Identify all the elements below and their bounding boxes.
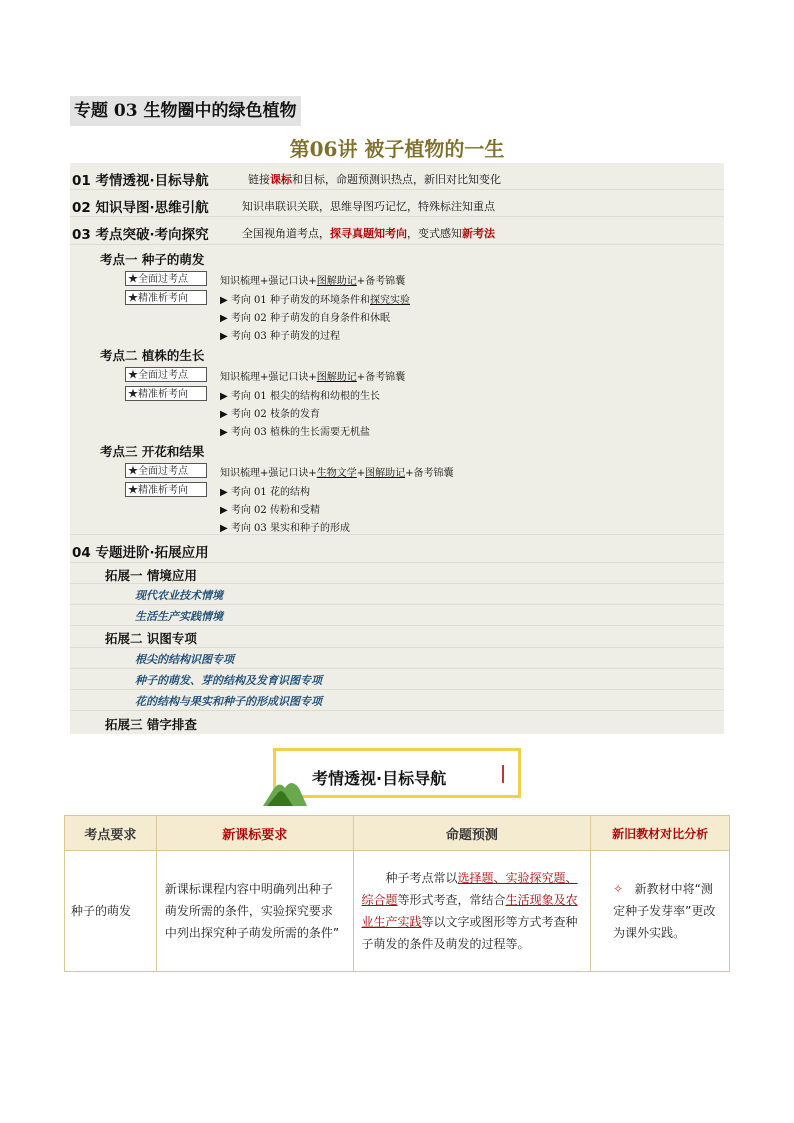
topic-3-knowledge <box>220 464 454 479</box>
section-02-desc: 知识串联识关联，思维导图巧记忆，特殊标注知重点 <box>242 200 495 213</box>
ext-1-row <box>70 563 724 584</box>
lesson-num: 06 <box>309 137 338 161</box>
header-prefix: 专题 <box>74 101 108 121</box>
col-header-comparison: 新旧教材对比分析 <box>591 816 730 851</box>
col-header-standard: 新课标要求 <box>156 816 353 851</box>
ext-2-item-1: 根尖的结构识图专项 <box>135 653 234 666</box>
topic-1-item-1-extra: 探究实验 <box>369 295 410 306</box>
section-01-desc-c: 和目标，命题预测识热点，新旧对比知变化 <box>292 173 501 186</box>
lesson-title-text: 讲 被子植物的一生 <box>337 137 505 161</box>
section-01-desc-a: 链接 <box>248 173 270 186</box>
col-header-topic: 考点要求 <box>65 816 157 851</box>
section-02-label: 02 知识导图·思维引航 <box>72 200 209 216</box>
topic-1-item-1-text: ▶ 考向 01 种子萌发的环境条件和 <box>220 295 370 306</box>
topic-1-k2: 图解助记 <box>316 276 357 287</box>
ext-1-item-1-row <box>70 584 724 605</box>
topic-3-k2b: + <box>356 468 366 479</box>
topic-3-item-1: ▶ 考向 01 花的结构 <box>220 487 310 498</box>
topic-2-k1: 知识梳理+强记口诀+ <box>220 372 317 383</box>
topic-block-2 <box>70 341 724 437</box>
pred-4: 生活现象及农业生产实践 <box>361 893 578 929</box>
topic-3-title: 考点三 开花和结果 <box>100 444 205 459</box>
section-04-label: 04 专题进阶·拓展应用 <box>72 545 209 561</box>
topic-1-k3: +备考锦囊 <box>356 276 406 287</box>
table-row <box>65 851 730 972</box>
hill-icon <box>263 778 307 806</box>
topic-3-k1: 知识梳理+强记口诀+ <box>220 468 317 479</box>
ext-2-item-1-row <box>70 648 724 669</box>
topic-3-item-2: ▶ 考向 02 传粉和受精 <box>220 505 320 516</box>
topic-2-item-3: ▶ 考向 03 植株的生长需要无机盐 <box>220 427 370 438</box>
ext-1-item-2-row <box>70 605 724 626</box>
topic-1-knowledge <box>220 272 405 287</box>
topic-1-item-3: ▶ 考向 03 种子萌发的过程 <box>220 331 340 342</box>
tag-precise-topic-3: ★精准析考向 <box>125 482 207 497</box>
section-03-label: 03 考点突破·考向探究 <box>72 227 209 243</box>
ext-2-item-2: 种子的萌发、芽的结构及发育识图专项 <box>135 674 322 687</box>
section-01-desc <box>248 171 501 187</box>
ext-2-item-2-row <box>70 669 724 690</box>
topic-block-1 <box>70 245 724 341</box>
topic-2-k2: 图解助记 <box>316 372 357 383</box>
requirements-table <box>64 815 730 972</box>
cell-comparison <box>591 851 730 972</box>
col-header-prediction: 命题预测 <box>353 816 591 851</box>
tag-precise-topic-2: ★精准析考向 <box>125 386 207 401</box>
lesson-title <box>0 133 794 162</box>
section-03-desc-d: 新考法 <box>462 227 495 240</box>
topic-1-item-2: ▶ 考向 02 种子萌发的自身条件和休眠 <box>220 313 390 324</box>
pred-2: 选择题、实验探究题、综合题 <box>361 871 578 907</box>
cell-standard: 新课标课程内容中明确列出种子萌发所需的条件，实验探究要求中列出探究种子萌发所需的条件” <box>156 851 353 972</box>
header-title: 生物圈中的绿色植物 <box>143 101 297 121</box>
topic-2-knowledge <box>220 368 405 383</box>
section-01-desc-b: 课标 <box>270 173 292 186</box>
section-03-desc-a: 全国视角道考点， <box>242 227 330 240</box>
cell-prediction <box>353 851 591 972</box>
toc-row-04 <box>70 535 724 563</box>
toc-row-03 <box>70 217 724 245</box>
ext-2-item-3-row <box>70 690 724 711</box>
toc-row-02 <box>70 190 724 217</box>
pred-5: 等以文字或图形等方式考查种子萌发的条件及萌发的过程等。 <box>361 915 578 951</box>
topic-2-item-1: ▶ 考向 01 根尖的结构和幼根的生长 <box>220 391 380 402</box>
tag-all-topic-2: ★全面过考点 <box>125 367 207 382</box>
ext-2-title: 拓展二 识图专项 <box>105 631 197 646</box>
banner-box <box>273 748 521 798</box>
topic-3-item-3: ▶ 考向 03 果实和种子的形成 <box>220 523 350 534</box>
ext-1-item-1: 现代农业技术情境 <box>135 589 223 602</box>
header-num: 03 <box>113 101 138 121</box>
ext-2-row <box>70 626 724 648</box>
topic-3-k3: +备考锦囊 <box>405 468 454 479</box>
tag-precise-topic-1: ★精准析考向 <box>125 290 207 305</box>
sparkle-icon: ✧ <box>613 882 624 896</box>
topic-2-item-2: ▶ 考向 02 枝条的发育 <box>220 409 320 420</box>
ext-2-item-3: 花的结构与果实和种子的形成识图专项 <box>135 695 322 708</box>
lesson-prefix: 第 <box>289 137 310 161</box>
banner-mark <box>502 765 504 783</box>
section-banner <box>263 748 531 806</box>
topic-2-k3: +备考锦囊 <box>356 372 406 383</box>
section-03-desc-b: 探寻真题知考向 <box>330 227 407 240</box>
pred-1: 种子考点常以 <box>385 871 458 885</box>
toc-row-01 <box>70 163 724 190</box>
topic-3-k2: 生物文学 <box>316 468 357 479</box>
section-03-desc <box>242 225 495 241</box>
topic-1-k1: 知识梳理+强记口诀+ <box>220 276 317 287</box>
page-header <box>70 96 301 126</box>
topic-block-3 <box>70 437 724 535</box>
ext-1-title: 拓展一 情境应用 <box>105 568 197 583</box>
section-01-label: 01 考情透视·目标导航 <box>72 173 209 189</box>
topic-1-item-1 <box>220 291 410 306</box>
topic-2-title: 考点二 植株的生长 <box>100 348 205 363</box>
section-03-desc-c: ，变式感知 <box>407 227 462 240</box>
tag-all-topic-3: ★全面过考点 <box>125 463 207 478</box>
ext-3-row <box>70 711 724 734</box>
ext-3-title: 拓展三 错字排查 <box>105 717 197 732</box>
cell-topic: 种子的萌发 <box>65 851 157 972</box>
table-of-contents <box>70 163 724 734</box>
topic-1-title: 考点一 种子的萌发 <box>100 252 205 267</box>
tag-all-topic-1: ★全面过考点 <box>125 271 207 286</box>
banner-title: 考情透视·目标导航 <box>312 769 447 788</box>
comparison-text: 新教材中将“测定种子发芽率”更改为课外实践。 <box>613 882 716 940</box>
pred-3: 等形式考查，常结合 <box>397 893 506 907</box>
topic-3-k2c: 图解助记 <box>365 468 406 479</box>
ext-1-item-2: 生活生产实践情境 <box>135 610 223 623</box>
table-header-row <box>65 816 730 851</box>
